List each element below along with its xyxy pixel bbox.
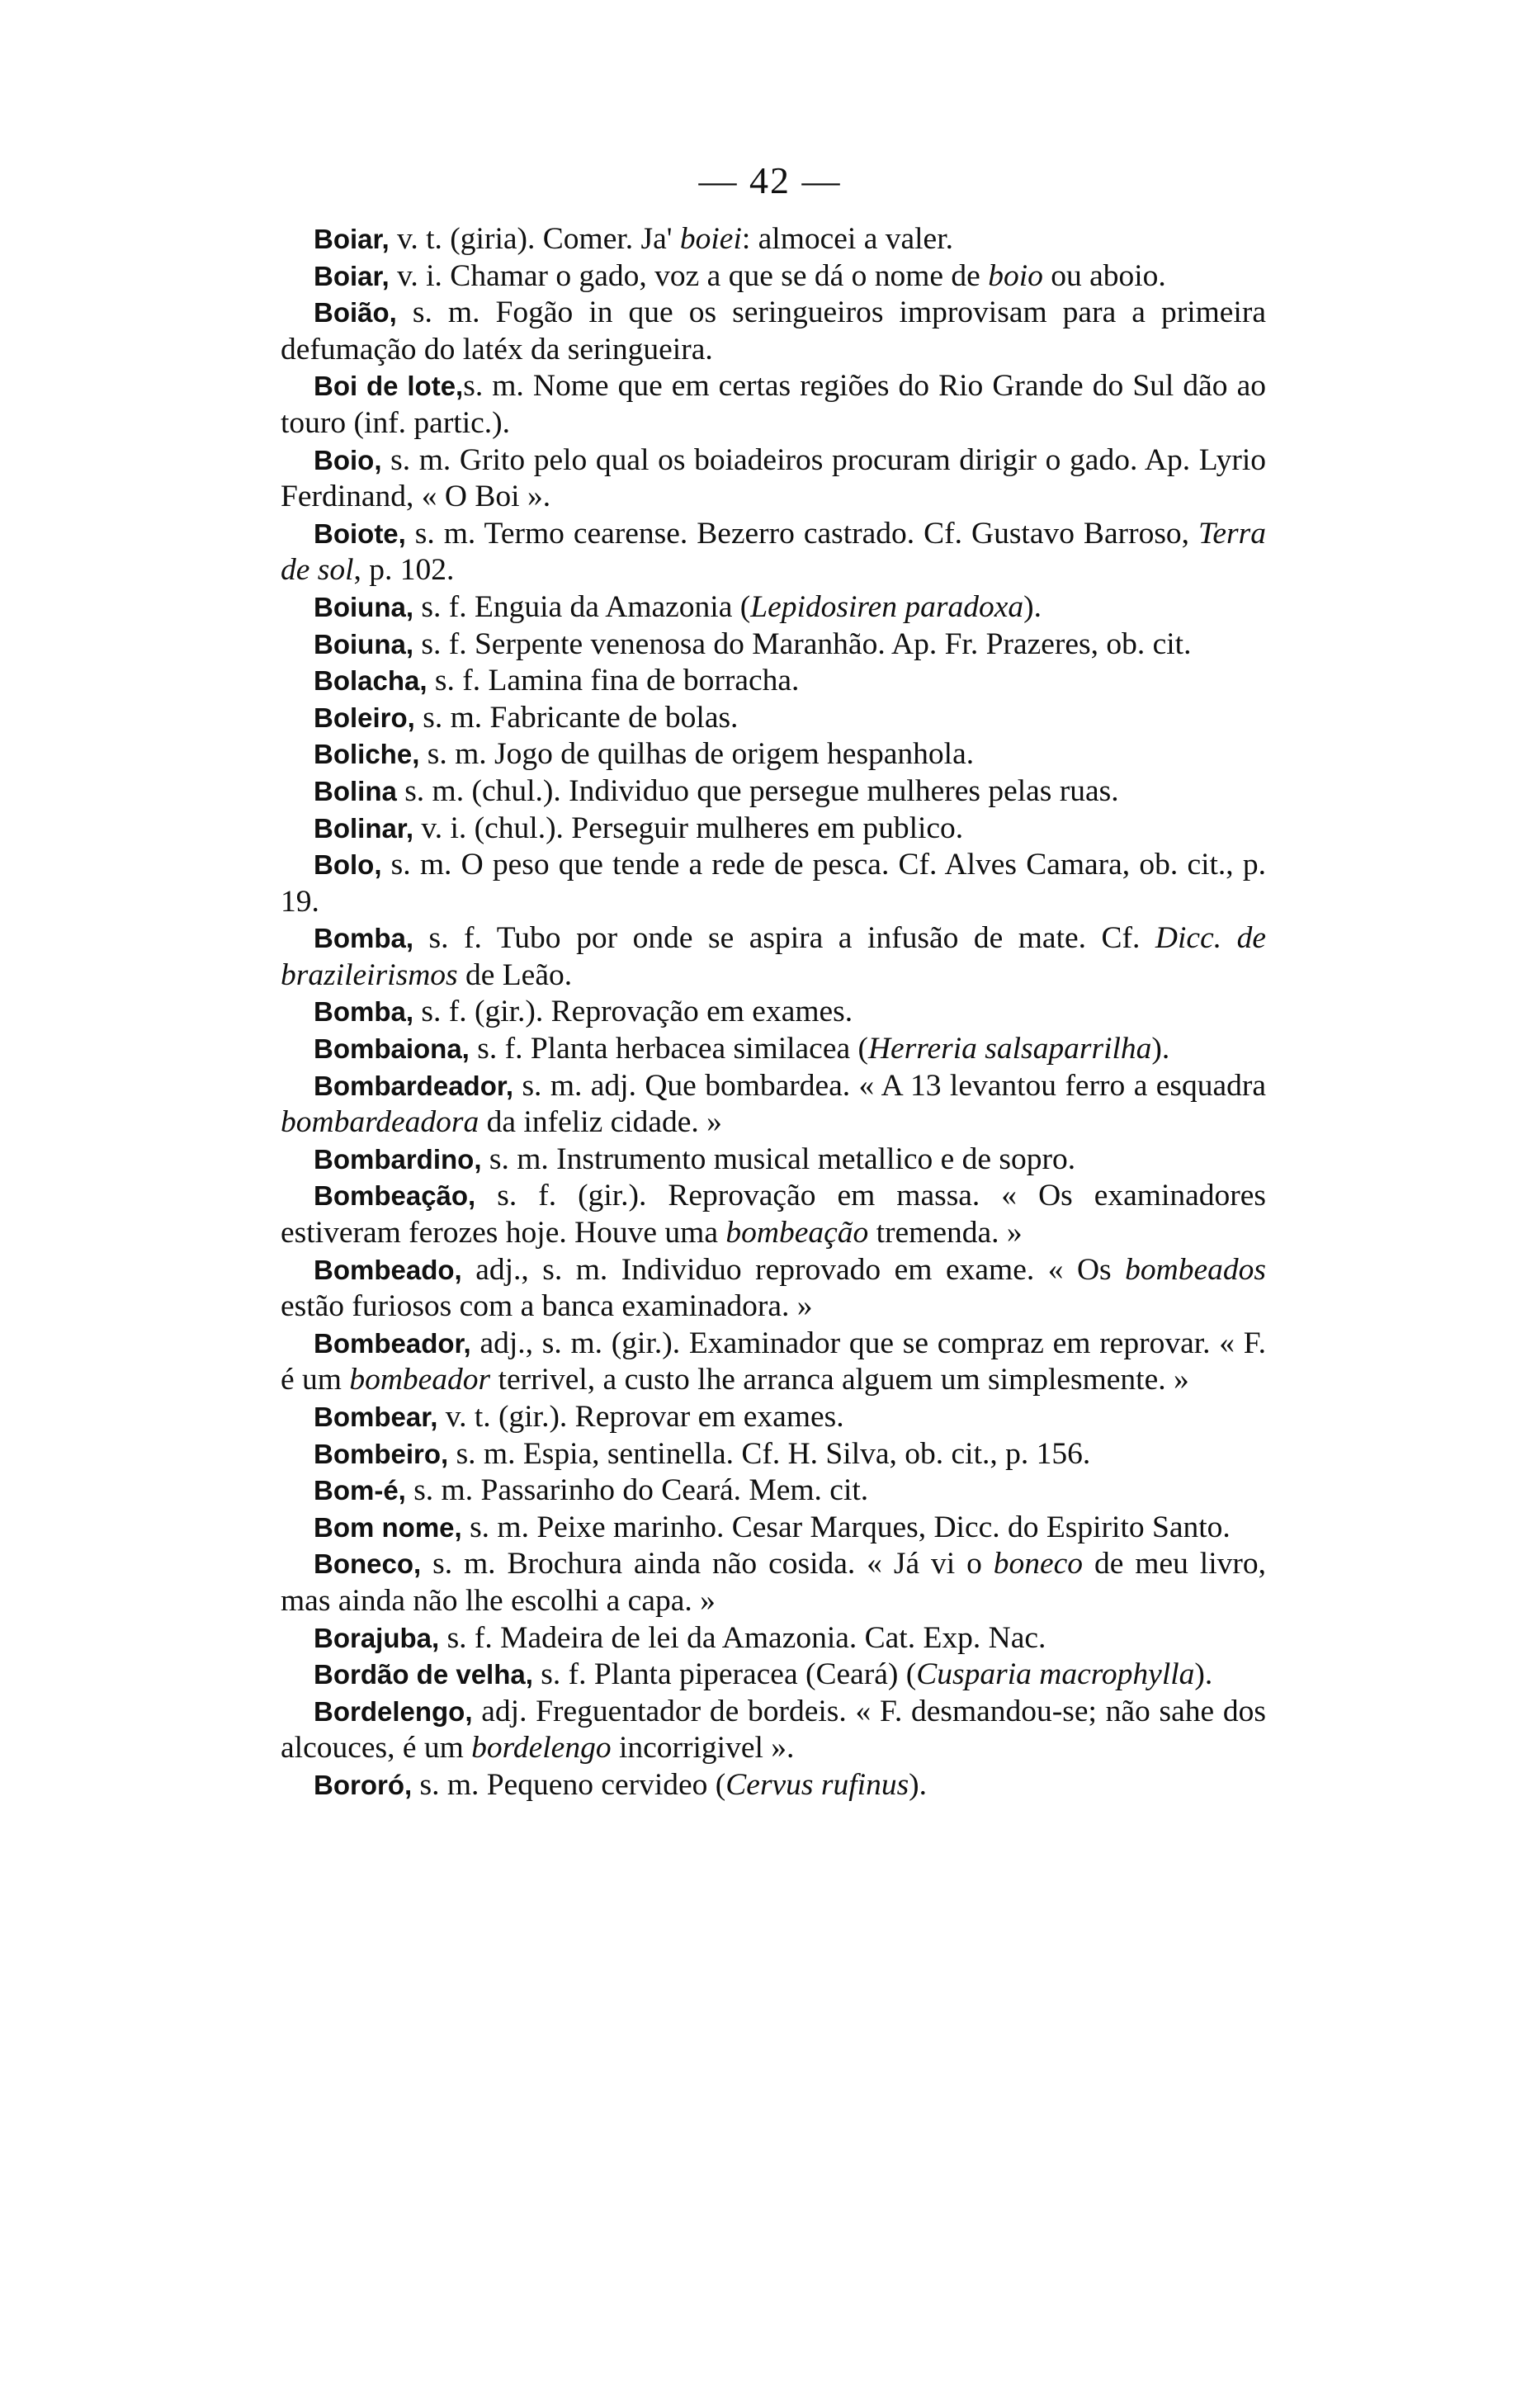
entry-text: da infeliz cidade. »: [479, 1105, 722, 1140]
entry-text: de Leão.: [457, 957, 573, 992]
entry-headword: Bombeação,: [314, 1180, 476, 1212]
entry-text: s. f. Planta herbacea similacea (: [469, 1032, 868, 1066]
dictionary-entry: [281, 1436, 1266, 1473]
entry-headword: Bombeador,: [314, 1327, 471, 1359]
dictionary-entry: [281, 589, 1266, 626]
entry-headword: Boiuna,: [314, 628, 413, 659]
entry-headword: Bolo,: [314, 849, 382, 881]
entry-text: ).: [1194, 1657, 1213, 1692]
entry-text: s. f. Enguia da Amazonia (: [413, 589, 751, 624]
entry-text: ).: [1023, 589, 1042, 624]
entry-text: s. m. O peso que tende a rede de pesca. Cf. Alves Camara, ob. cit., p. 19.: [281, 848, 1266, 919]
dictionary-entry: [281, 1657, 1266, 1694]
entry-text: terrivel, a custo lhe arranca alguem um simplesmente. »: [490, 1363, 1189, 1397]
entry-text: s. f. Tubo por onde se aspira a infusão de mate. Cf.: [413, 921, 1155, 956]
entry-headword: Bombear,: [314, 1402, 438, 1432]
entry-text: s. f. (gir.). Reprovação em massa. « Os examinadores estiveram ferozes hoje. Houve uma: [281, 1179, 1266, 1250]
dictionary-entry: [281, 920, 1266, 994]
entry-headword: Boiote,: [314, 518, 406, 549]
entry-headword: Boiar,: [314, 260, 390, 291]
entry-text: s. m. Instrumento musical metallico e de sopro.: [481, 1142, 1076, 1176]
dictionary-entry: [281, 1399, 1266, 1436]
dictionary-entry: [281, 442, 1266, 516]
entry-headword: Bolina: [314, 775, 397, 806]
entry-text: v. t. (giria). Comer. Ja': [389, 222, 680, 256]
entry-text: de meu livro, mas ainda não lhe escolhi a capa. »: [281, 1547, 1266, 1618]
entry-text: s. m. Espia, sentinella. Cf. H. Silva, ob. cit., p. 156.: [448, 1436, 1091, 1471]
entry-headword: Bordão de velha,: [314, 1659, 533, 1690]
entry-text: s. m. Fabricante de bolas.: [414, 700, 739, 735]
entry-italic-text: Cervus rufinus: [725, 1767, 909, 1802]
entry-text: v. t. (gir.). Reprovar em exames.: [437, 1400, 844, 1434]
entry-text: s. m. Peixe marinho. Cesar Marques, Dicc. do Espirito Santo.: [461, 1510, 1231, 1544]
entry-italic-text: Lepidosiren paradoxa: [750, 589, 1024, 624]
dictionary-entry: [281, 368, 1266, 442]
entry-headword: Bolacha,: [314, 665, 428, 697]
entry-text: tremenda. »: [868, 1216, 1023, 1250]
dictionary-entry: [281, 847, 1266, 920]
entry-headword: Boiuna,: [314, 591, 413, 622]
page-number: — 42 —: [698, 159, 842, 201]
dictionary-entry: [281, 663, 1266, 700]
dictionary-entry: [281, 736, 1266, 773]
dictionary-entry: [281, 1326, 1266, 1399]
entry-text: incorrigivel ».: [611, 1731, 795, 1766]
entry-italic-text: Cusparia macrophylla: [916, 1657, 1195, 1692]
entry-italic-text: Herreria salsaparrilha: [867, 1032, 1152, 1066]
entry-text: : almocei a valer.: [741, 222, 953, 256]
dictionary-entry: [281, 626, 1266, 664]
entry-headword: Boião,: [314, 297, 397, 329]
entry-text: s. m. Passarinho do Ceará. Mem. cit.: [405, 1473, 869, 1508]
entry-headword: Boneco,: [314, 1548, 422, 1580]
entry-headword: Boio,: [314, 444, 382, 475]
dictionary-entry: [281, 773, 1266, 811]
entry-italic-text: boio: [988, 258, 1043, 293]
dictionary-entry: [281, 1694, 1266, 1767]
entry-italic-text: bombardeadora: [281, 1105, 479, 1140]
entry-headword: Bomba,: [314, 996, 414, 1028]
entry-headword: Boiar,: [314, 224, 390, 254]
dictionary-entry: [281, 295, 1266, 368]
entry-headword: Bom-é,: [314, 1475, 406, 1506]
entry-text: s. m. Termo cearense. Bezerro castrado. Cf. Gustavo Barroso,: [405, 516, 1198, 551]
entry-text: ).: [909, 1767, 928, 1802]
dictionary-entry: [281, 994, 1266, 1031]
dictionary-entry: [281, 1546, 1266, 1619]
entry-text: v. i. Chamar o gado, voz a que se dá o nome de: [389, 258, 989, 293]
entry-headword: Bordelengo,: [314, 1695, 473, 1727]
entry-text: s. f. Madeira de lei da Amazonia. Cat. Exp. Nac.: [439, 1620, 1046, 1655]
dictionary-entry: [281, 221, 1266, 258]
entry-text: s. f. (gir.). Reprovação em exames.: [413, 995, 853, 1029]
entry-headword: Bombardeador,: [314, 1070, 514, 1101]
entry-text: , p. 102.: [353, 553, 455, 588]
entry-headword: Bombeado,: [314, 1254, 462, 1285]
entry-headword: Boliche,: [314, 739, 420, 770]
entry-headword: Bororó,: [314, 1769, 413, 1800]
entry-headword: Bolinar,: [314, 812, 414, 844]
entry-italic-text: boiei: [679, 222, 742, 256]
entry-text: s. m. Jogo de quilhas de origem hespanhola.: [419, 737, 975, 772]
entry-text: s. m. Nome que em certas regiões do Rio Grande do Sul dão ao touro (inf. partic.).: [281, 369, 1267, 440]
entry-text: s. m. (chul.). Individuo que persegue mulheres pelas ruas.: [396, 773, 1119, 808]
entry-italic-text: bordelengo: [471, 1731, 612, 1766]
entry-list: [281, 221, 1266, 1804]
entry-text: s. m. Pequeno cervideo (: [412, 1767, 726, 1802]
entry-italic-text: bombeação: [725, 1216, 869, 1250]
dictionary-entry: [281, 1473, 1266, 1510]
dictionary-entry: [281, 1031, 1266, 1068]
entry-text: s. m. adj. Que bombardea. « A 13 levantou ferro a esquadra: [513, 1068, 1266, 1103]
entry-headword: Boleiro,: [314, 702, 415, 733]
entry-headword: Bomba,: [314, 923, 414, 954]
entry-text: s. f. Serpente venenosa do Maranhão. Ap. Fr. Prazeres, ob. cit.: [413, 626, 1192, 661]
dictionary-entry: [281, 811, 1266, 848]
dictionary-entry: [281, 1252, 1266, 1326]
entry-text: s. f. Planta piperacea (Ceará) (: [532, 1657, 917, 1692]
entry-text: s. m. Brochura ainda não cosida. « Já vi o: [421, 1547, 994, 1581]
entry-headword: Bombeiro,: [314, 1438, 449, 1469]
entry-headword: Bom nome,: [314, 1511, 462, 1543]
entry-text: ou aboio.: [1042, 258, 1166, 293]
entry-text: s. m. Grito pelo qual os boiadeiros procuram dirigir o gado. Ap. Lyrio Ferdinand, « O Boi ».: [281, 442, 1266, 514]
entry-italic-text: bombeador: [349, 1363, 491, 1397]
entry-italic-text: Dicc. de brazileirismos: [281, 921, 1266, 992]
dictionary-entry: [281, 516, 1266, 589]
entry-text: adj., s. m. (gir.). Examinador que se compraz em reprovar. « F. é um: [281, 1326, 1266, 1397]
entry-text: ).: [1151, 1032, 1170, 1066]
entry-text: s. f. Lamina fina de borracha.: [427, 664, 800, 698]
dictionary-entry: [281, 700, 1266, 737]
entry-text: s. m. Fogão in que os seringueiros improvisam para a primeira defumação do latéx da seringueira.: [281, 295, 1266, 366]
entry-headword: Bombardino,: [314, 1143, 482, 1175]
dictionary-entry: [281, 258, 1266, 295]
dictionary-entry: [281, 1178, 1266, 1251]
dictionary-entry: [281, 1510, 1266, 1547]
dictionary-entry: [281, 1068, 1266, 1142]
entry-headword: Borajuba,: [314, 1622, 440, 1653]
entry-italic-text: Terra de sol: [281, 516, 1266, 588]
dictionary-entry: [281, 1142, 1266, 1179]
entry-headword: Boi de lote,: [314, 371, 464, 402]
entry-text: v. i. (chul.). Perseguir mulheres em publico.: [413, 811, 964, 845]
entry-text: adj., s. m. Individuo reprovado em exame. « Os: [461, 1252, 1126, 1287]
entry-headword: Bombaiona,: [314, 1033, 470, 1065]
entry-text: estão furiosos com a banca examinadora. »: [281, 1289, 813, 1324]
entry-italic-text: boneco: [993, 1547, 1084, 1581]
dictionary-entry: [281, 1767, 1266, 1804]
entry-italic-text: bombeados: [1125, 1252, 1266, 1287]
entry-text: adj. Freguentador de bordeis. « F. desmandou-se; não sahe dos alcouces, é um: [281, 1694, 1266, 1766]
dictionary-entry: [281, 1620, 1266, 1657]
